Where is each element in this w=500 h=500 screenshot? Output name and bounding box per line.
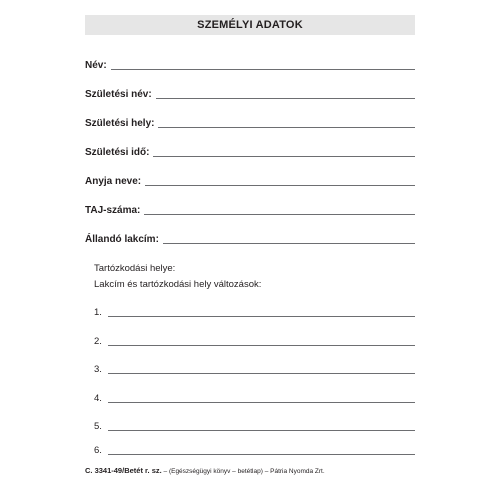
write-line <box>108 345 415 346</box>
field-birth-place <box>85 116 415 130</box>
field-label: Állandó lakcím: <box>85 234 159 245</box>
write-line <box>144 214 415 215</box>
write-line <box>111 69 415 70</box>
footer-imprint <box>85 466 415 477</box>
form-description: – (Egészségügyi könyv – betétlap) – Pátria Nyomda Zrt. <box>161 468 325 475</box>
address-change-row <box>94 391 415 405</box>
section-header <box>85 15 415 35</box>
field-name <box>85 58 415 72</box>
field-permanent-address <box>85 232 415 246</box>
address-change-row <box>94 334 415 348</box>
write-line <box>153 156 415 157</box>
form-code: C. 3341-49/Betét r. sz. <box>85 466 162 475</box>
field-label: TAJ-száma: <box>85 205 141 216</box>
field-label: Születési hely: <box>85 118 155 129</box>
row-number: 1. <box>94 307 102 318</box>
address-change-row <box>94 443 415 457</box>
row-number: 4. <box>94 393 102 404</box>
address-changes-label: Lakcím és tartózkodási hely változások: <box>94 279 262 290</box>
field-birth-name <box>85 87 415 101</box>
address-change-row <box>94 305 415 319</box>
write-line <box>158 127 415 128</box>
write-line <box>108 430 415 431</box>
write-line <box>108 454 415 455</box>
address-change-row <box>94 419 415 433</box>
write-line <box>163 243 415 244</box>
write-line <box>108 402 415 403</box>
address-change-row <box>94 362 415 376</box>
write-line <box>108 316 415 317</box>
residence-label: Tartózkodási helye: <box>94 263 176 274</box>
write-line <box>108 373 415 374</box>
field-mother-name <box>85 174 415 188</box>
field-label: Születési név: <box>85 89 152 100</box>
section-title: SZEMÉLYI ADATOK <box>197 19 303 31</box>
write-line <box>145 185 415 186</box>
field-birth-date <box>85 145 415 159</box>
row-number: 5. <box>94 421 102 432</box>
field-label: Születési idő: <box>85 147 150 158</box>
write-line <box>156 98 415 99</box>
row-number: 3. <box>94 364 102 375</box>
field-label: Anyja neve: <box>85 176 142 187</box>
row-number: 6. <box>94 445 102 456</box>
field-label: Név: <box>85 60 107 71</box>
field-taj-number <box>85 203 415 217</box>
row-number: 2. <box>94 336 102 347</box>
